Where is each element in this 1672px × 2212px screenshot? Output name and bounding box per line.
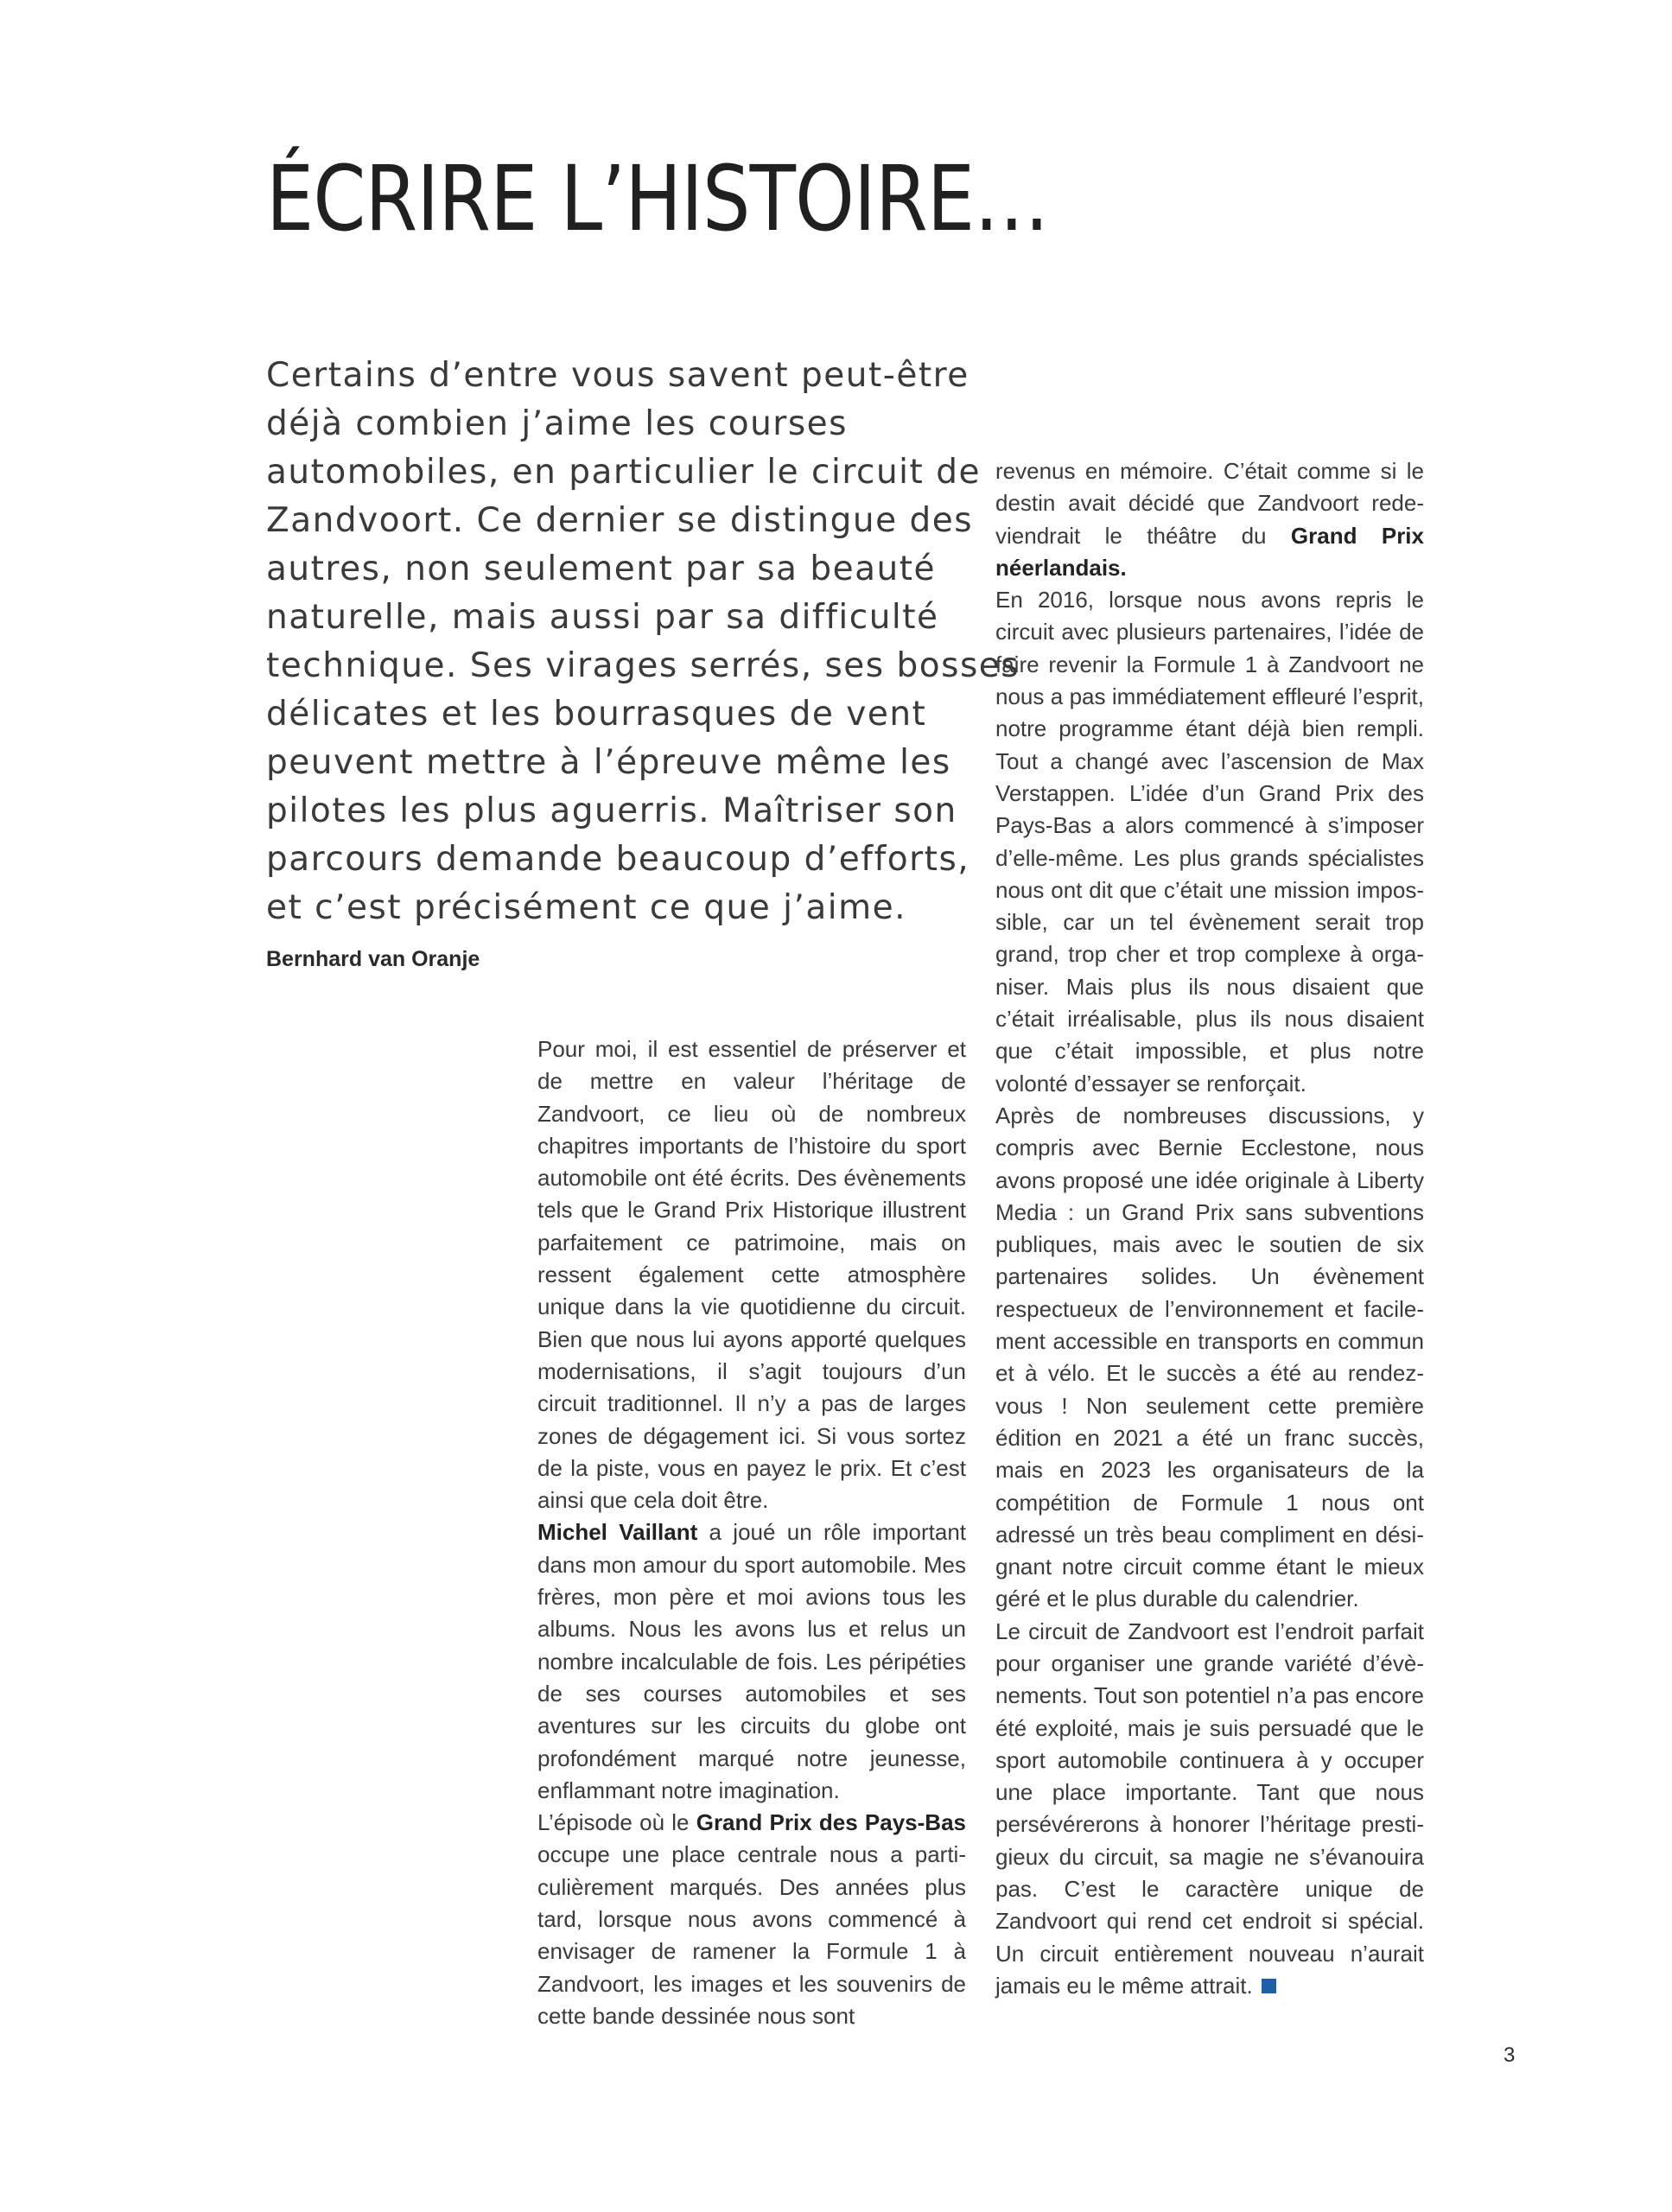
paragraph: [537, 1807, 966, 2032]
paragraph: [995, 1616, 1424, 2003]
paragraph: [537, 1033, 966, 1516]
intro-line: peuvent mettre à l’épreuve même les: [266, 743, 951, 782]
intro-line: automobiles, en particulier le circuit de: [266, 453, 981, 492]
paragraph-text: Pour moi, il est essentiel de préserver et de mettre en valeur l’héritage de Zandvoort, ce lieu où de nombreux chapitres importants de l’histoire du sport automobile ont été écrits. Des évènements tels que le Grand Prix Historique illustrent parfaitement ce patrimoine, mais on ressent également cette atmosphère unique dans la vie quotidienne du circuit. Bien que nous lui ayons apporté quelques modernisations, il s’agit toujours d’un circuit traditionnel. Il n’y a pas de larges zones de dégagement ici. Si vous sortez de la piste, vous en payez le prix. Et c’est ainsi que cela doit être.: [537, 1036, 966, 1514]
end-of-article-square-icon: [1262, 1979, 1276, 1993]
body-column-left: [537, 1033, 966, 2032]
highlight-name: Grand Prix des Pays-Bas: [696, 1809, 966, 1836]
paragraph-text: En 2016, lorsque nous avons repris le circuit avec plusieurs partenaires, l’idée de faire revenir la Formule 1 à Zandvoort ne nous a pas immédiatement effleuré l’esprit, notre programme étant déjà bien rempli. Tout a changé avec l’ascension de Max Verstappen. L’idée d’un Grand Prix des Pays-Bas a alors commencé à s’imposer d’elle-même. Les plus grands spécialistes nous ont dit que c’était une mission impossible, car un tel évènement serait trop grand, trop cher et trop complexe à organiser. Mais plus ils nous disaient que c’était irréalisable, plus ils nous disaient que c’était impossible, et plus notre volonté d’essayer se renforçait.: [995, 587, 1424, 1096]
highlight-name: Grand Prix néerlandais.: [995, 522, 1424, 581]
intro-line: technique. Ses virages serrés, ses bosses: [266, 646, 1020, 685]
quote-author: Bernhard van Oranje: [266, 947, 480, 971]
paragraph: [537, 1516, 966, 1807]
intro-line: déjà combien j’aime les courses: [266, 404, 848, 443]
page-title: ÉCRIRE L’HISTOIRE…: [266, 146, 1049, 251]
intro-line: Certains d’entre vous savent peut-être: [266, 356, 970, 395]
paragraph-text: occupe une place centrale nous a particulièrement marqués. Des années plus tard, lorsque nous avons commencé à envisager de ramener la Formule 1 à Zandvoort, les images et les souvenirs de cette bande dessinée nous sont: [537, 1841, 966, 2029]
intro-line: pilotes les plus aguerris. Maîtriser son: [266, 791, 957, 830]
intro-quote: [266, 352, 1044, 932]
intro-line: Zandvoort. Ce dernier se distingue des: [266, 501, 974, 540]
paragraph-text: revenus en mémoire. C’était comme si le destin avait décidé que Zandvoort redeviendrait le théâtre du: [995, 458, 1424, 549]
paragraph-text: Le circuit de Zandvoort est l’endroit parfait pour organiser une grande variété d’évènements. Tout son potentiel n’a pas encore été exploité, mais je suis persuadé que le sport automobile continuera à y occuper une place importante. Tant que nous persévérerons à honorer l’héritage prestigieux du circuit, sa magie ne s’évanouira pas. C’est le caractère unique de Zandvoort qui rend cet endroit si spécial. Un circuit entièrement nouveau n’aurait jamais eu le même attrait.: [995, 1618, 1424, 1999]
paragraph: [995, 584, 1424, 1100]
paragraph: [995, 455, 1424, 584]
paragraph-text: L’épisode où le: [537, 1809, 696, 1836]
intro-line: naturelle, mais aussi par sa difficulté: [266, 598, 939, 637]
intro-line: autres, non seulement par sa beauté: [266, 550, 936, 588]
page-number: 3: [1504, 2044, 1516, 2067]
body-column-right: [995, 455, 1424, 2002]
intro-line: parcours demande beaucoup d’efforts,: [266, 840, 970, 879]
intro-line: délicates et les bourrasques de vent: [266, 695, 927, 734]
paragraph: [995, 1100, 1424, 1616]
paragraph-text: a joué un rôle important dans mon amour du sport automobile. Mes frères, mon père et moi avions tous les albums. Nous les avons lus et relus un nombre incalculable de fois. Les péripéties de ses courses automobiles et ses aventures sur les circuits du globe ont profondément marqué notre jeunesse, enflammant notre imagination.: [537, 1519, 967, 1803]
highlight-name: Michel Vaillant: [537, 1519, 698, 1546]
paragraph-text: Après de nombreuses discussions, y compris avec Bernie Ecclestone, nous avons proposé une idée originale à Liberty Media : un Grand Prix sans subventions publiques, mais avec le soutien de six partenaires solides. Un évènement respectueux de l’environnement et facilement accessible en transports en commun et à vélo. Et le succès a été au rendez-vous ! Non seulement cette première édition en 2021 a été un franc succès, mais en 2023 les organisateurs de la compétition de Formule 1 nous ont adressé un très beau compliment en désignant notre circuit comme étant le mieux géré et le plus durable du calendrier.: [995, 1102, 1424, 1612]
intro-line: et c’est précisément ce que j’aime.: [266, 888, 906, 927]
